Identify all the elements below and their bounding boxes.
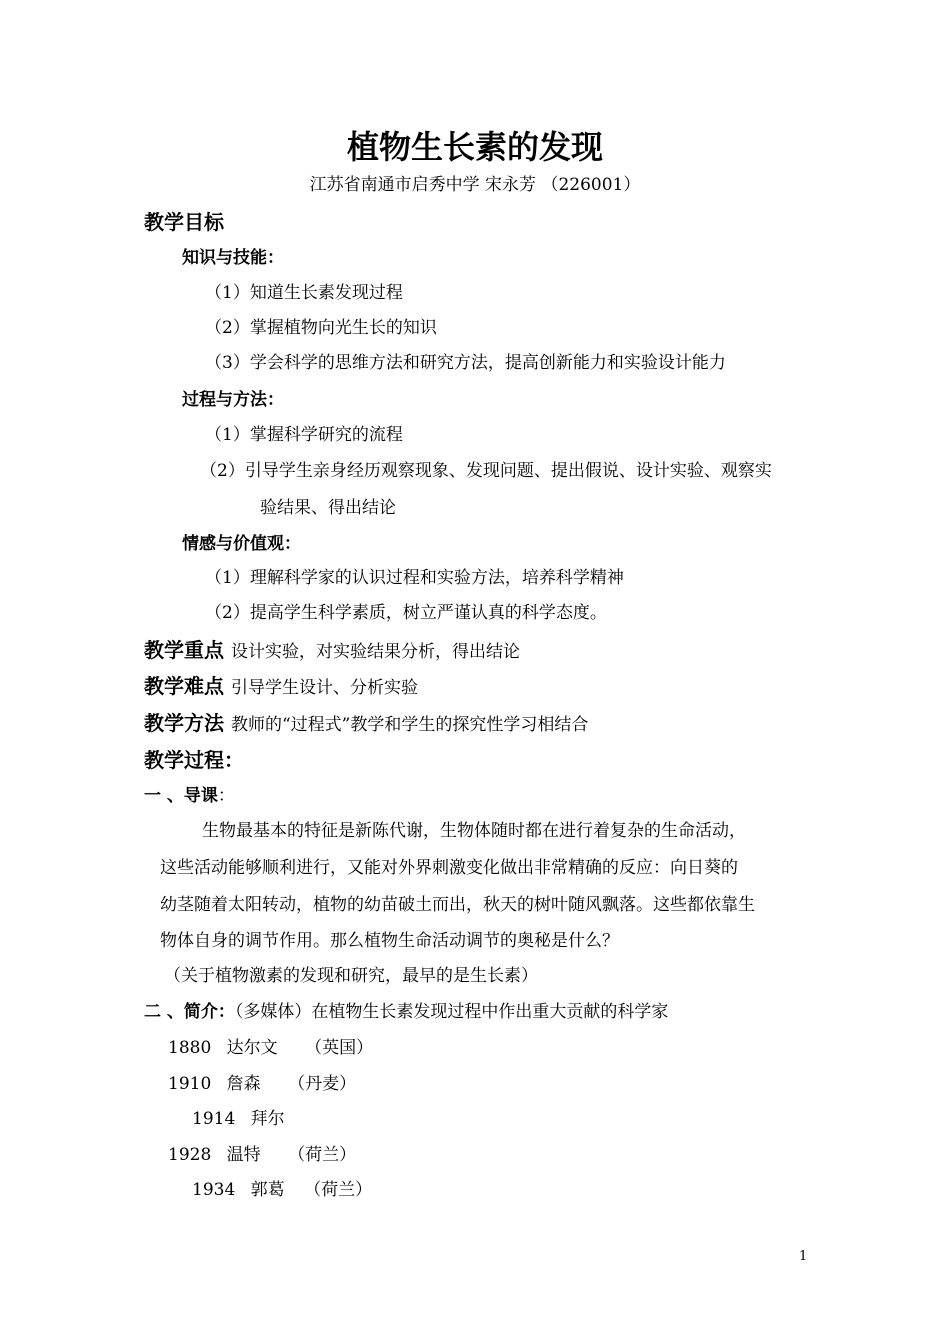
- methods-row: [144, 713, 588, 734]
- key-points-row: [144, 640, 520, 661]
- objectives-heading: 教学目标: [144, 210, 224, 234]
- scientist-name: 温特: [226, 1145, 261, 1165]
- section1-heading: 一 、导课: [144, 786, 218, 806]
- document-title: 植物生长素的发现: [346, 128, 603, 166]
- section1-paragraph-line: 物体自身的调节作用。那么植物生命活动调节的奥秘是什么？: [160, 931, 619, 951]
- section1-paragraph-line: 生物最基本的特征是新陈代谢，生物体随时都在进行着复杂的生命活动，: [202, 821, 746, 841]
- methods-label: 教学方法: [144, 711, 224, 735]
- teaching-process-heading: 教学过程：: [144, 748, 244, 772]
- scientist-row: [168, 1147, 356, 1164]
- process-item: （1）掌握科学研究的流程: [205, 425, 403, 445]
- knowledge-item: （2）掌握植物向光生长的知识: [205, 318, 437, 338]
- difficulties-text: 引导学生设计、分析实验: [230, 678, 418, 698]
- section1-paragraph-line: 这些活动能够顺利进行，又能对外界刺激变化做出非常精确的反应：向日葵的: [160, 858, 738, 878]
- scientist-country: （荷兰）: [288, 1145, 357, 1165]
- section1-heading-colon: ：: [217, 786, 235, 806]
- process-item: （2）引导学生亲身经历观察现象、发现问题、提出假说、设计实验、观察实: [200, 461, 772, 481]
- scientist-year: 1880: [168, 1038, 212, 1058]
- key-points-text: 设计实验，对实验结果分析，得出结论: [230, 642, 520, 662]
- key-points-label: 教学重点: [144, 638, 224, 662]
- scientist-year: 1934: [192, 1180, 236, 1200]
- emotion-item: （1）理解科学家的认识过程和实验方法，培养科学精神: [205, 568, 624, 588]
- scientist-name: 拜尔: [250, 1109, 285, 1129]
- knowledge-heading: 知识与技能：: [182, 248, 284, 268]
- scientist-year: 1914: [192, 1109, 236, 1129]
- scientist-country: （英国）: [305, 1038, 374, 1058]
- difficulties-label: 教学难点: [144, 674, 224, 698]
- scientist-row: [168, 1040, 373, 1057]
- process-method-heading: 过程与方法：: [182, 390, 284, 410]
- scientist-row: [192, 1111, 285, 1128]
- author-line: 江苏省南通市启秀中学 宋永芳 （226001）: [309, 175, 641, 195]
- section2-heading-row: [144, 1004, 668, 1021]
- emotion-item: （2）提高学生科学素质，树立严谨认真的科学态度。: [205, 603, 607, 623]
- knowledge-item: （1）知道生长素发现过程: [205, 283, 403, 303]
- process-item-continued: 验结果、得出结论: [260, 498, 396, 518]
- methods-text: 教师的“过程式”教学和学生的探究性学习相结合: [230, 715, 589, 735]
- section1-note: （关于植物激素的发现和研究，最早的是生长素）: [164, 966, 538, 986]
- section2-text: （多媒体）在植物生长素发现过程中作出重大贡献的科学家: [234, 1002, 669, 1022]
- knowledge-item: （3）学会科学的思维方法和研究方法，提高创新能力和实验设计能力: [205, 353, 726, 373]
- section1-paragraph-line: 幼茎随着太阳转动，植物的幼苗破土而出，秋天的树叶随风飘落。这些都依靠生: [160, 895, 755, 915]
- section2-heading: 二 、简介：: [144, 1002, 235, 1022]
- scientist-year: 1928: [168, 1145, 212, 1165]
- scientist-year: 1910: [168, 1074, 212, 1094]
- scientist-name: 郭葛: [250, 1180, 285, 1200]
- scientist-row: [168, 1076, 356, 1093]
- section1-heading-row: [144, 788, 235, 805]
- emotion-heading: 情感与价值观：: [182, 534, 301, 554]
- scientist-country: （荷兰）: [304, 1180, 373, 1200]
- scientist-row: [192, 1182, 372, 1199]
- difficulties-row: [144, 676, 418, 697]
- scientist-country: （丹麦）: [288, 1074, 357, 1094]
- page-number: 1: [799, 1249, 808, 1264]
- scientist-name: 达尔文: [226, 1038, 278, 1058]
- scientist-name: 詹森: [226, 1074, 261, 1094]
